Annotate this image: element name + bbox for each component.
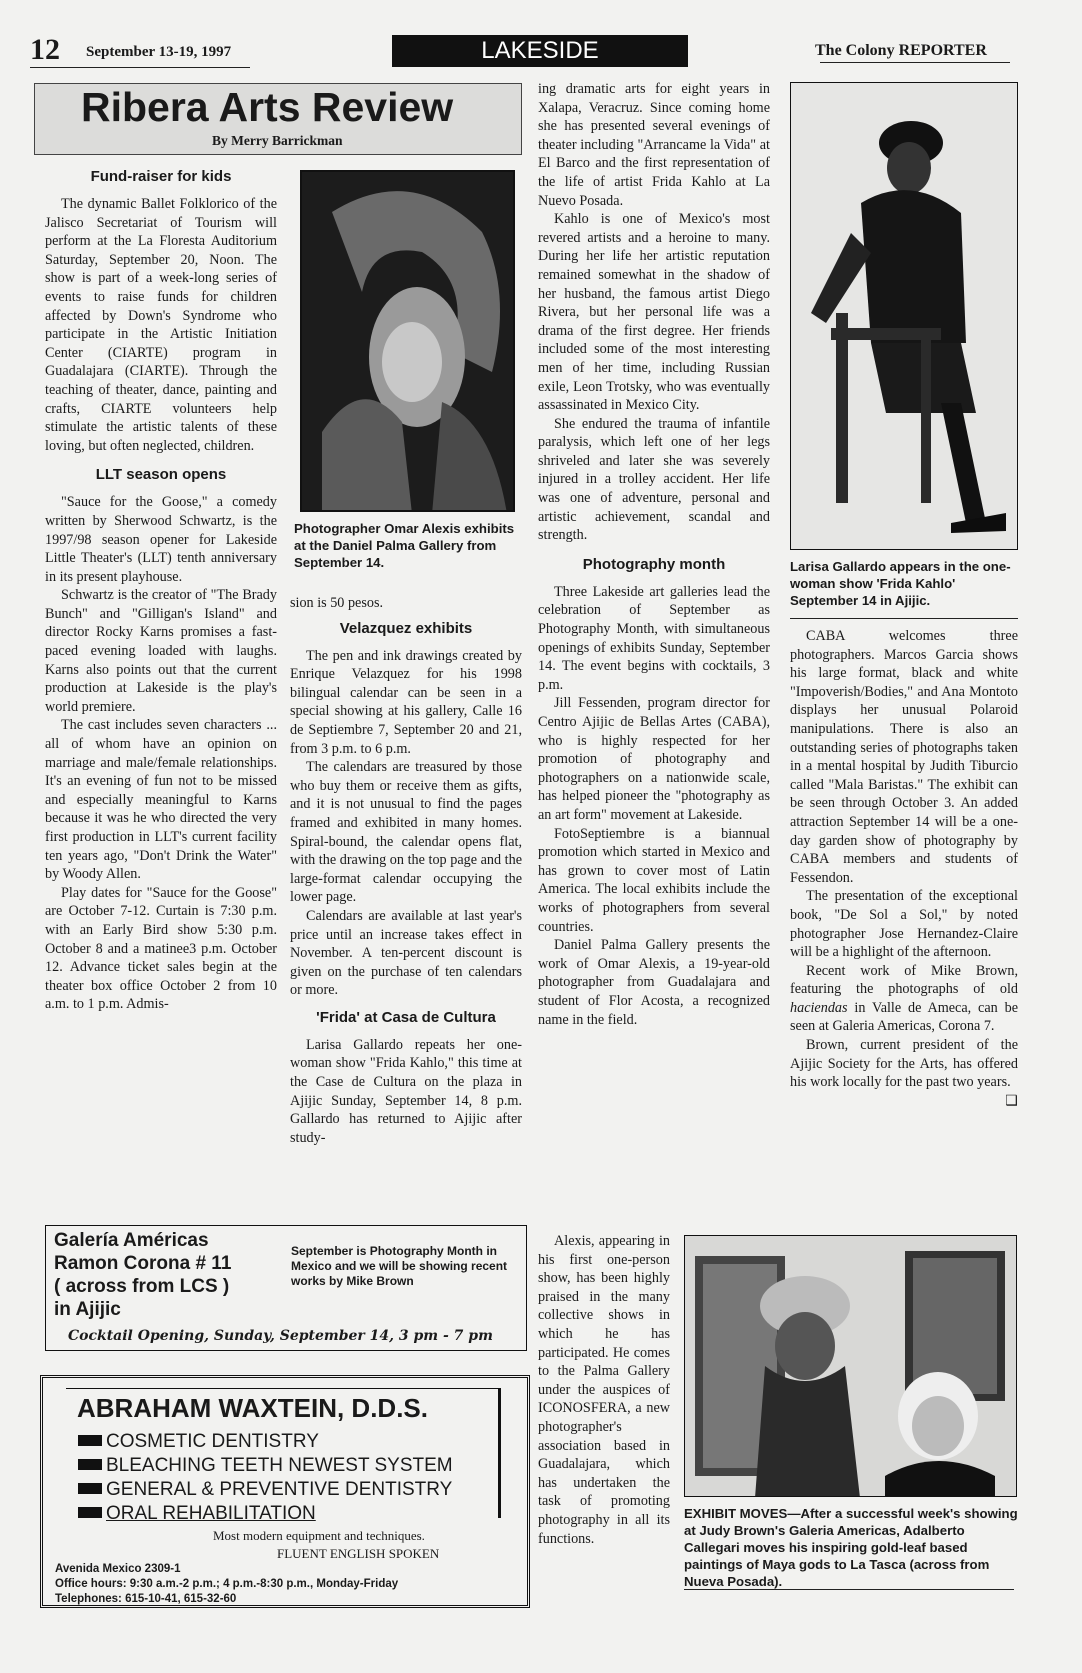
alexis-paragraph: Alexis, appearing in his first one-person show, has been highly praised in the many collective shows in which he has participated. He comes to the Palma Gallery under the auspices of ICONOSFERA, a new photographer's association based in Guadalajara, which has undertaken the task of promoting photography in all its functions. (538, 1233, 670, 1547)
trauma-paragraph: She endured the trauma of infantile paralysis, which left one of her legs shriveled and later she was severely injured in a trolley accident. Her life was one of adventure, personal and artistic achievement, scandal and strength. (538, 415, 770, 544)
exhibit-photo (684, 1235, 1017, 1497)
dentist-phones: Telephones: 615-10-41, 615-32-60 (55, 1593, 237, 1605)
galeria-note: September is Photography Month in Mexico and we will be showing recent works by Mike Brown (291, 1244, 508, 1288)
end-mark: ❑ (1005, 1092, 1018, 1109)
velazquez-paragraph-2: The calendars are treasured by those who buy them or receive them as gifts, and it is not unusual to find the pages framed and exhibited in many homes. Spiral-bound, the calendar opens flat, with the drawing on the top page and the large-format calendar occupying the lower page. (290, 759, 522, 906)
photo-month-paragraph-3: FotoSeptiembre is a biannual promotion which started in Mexico and has grown to cover most of Latin America. The local exhibits include the works of photographers from several countries. (538, 825, 770, 935)
header-rule-right (820, 62, 1010, 63)
omar-alexis-photo-art (302, 172, 515, 512)
bullet-icon (78, 1483, 102, 1494)
heading-photography-month: Photography month (582, 555, 726, 573)
llt-paragraph-3: The cast includes seven characters ... all of whom have an opinion on marriage and male/female relationships. It's an evening of fun not to be missed and especially meaningful to Karns because it was he who directed the very first production in LLT's current facility ten years ago, "Don't Drink the Water" by Woody Allen. (45, 717, 277, 883)
galeria-name: Galería Américas (54, 1230, 209, 1251)
dentist-tagline-2: FLUENT ENGLISH SPOKEN (277, 1546, 440, 1561)
llt-paragraph-2: Schwartz is the creator of "The Brady Bunch" and "Gilligan's Island" and director Rocky Karns promises a fast-paced evening loaded with laughs. Karns also points out that the current production at Lakeside is the play's world premiere. (45, 587, 277, 715)
haciendas-text: haciendas (790, 999, 848, 1016)
dentist-tagline-1: Most modern equipment and techniques. (213, 1528, 425, 1543)
omar-alexis-photo (300, 170, 515, 512)
frida-paragraph: Larisa Gallardo repeats her one-woman show "Frida Kahlo," this time at the Case de Cultura on the plaza in Ajijic Sunday, September 14, 8 p.m. Gallardo has returned to Ajijic after study- (290, 1036, 522, 1146)
service-3-text: GENERAL & PREVENTIVE DENTISTRY (106, 1479, 453, 1500)
brown-president-paragraph (790, 1036, 1018, 1109)
mike-brown-paragraph (790, 962, 1018, 1036)
velazquez-paragraph-3: Calendars are available at last year's price until an increase takes effect in November. A ten-percent discount is given on the purchase of ten calendars or more. (290, 907, 522, 999)
velazquez-paragraph-1: The pen and ink drawings created by Enrique Velazquez for his 1998 bilingual calendar can be seen in a special showing at his gallery, Calle 16 de Septiembre 7, September 20 and 21, from 3 p.m. to 6 p.m. (290, 647, 522, 757)
bullet-icon (78, 1507, 102, 1518)
column-4 (790, 627, 1018, 1110)
publication-name: The Colony REPORTER (815, 42, 987, 59)
mike-brown-text-1: Recent work of Mike Brown, featuring the photographs of old (790, 962, 1018, 998)
dentist-address: Avenida Mexico 2309-1 (55, 1563, 181, 1575)
galeria-cocktail: Cocktail Opening, Sunday, September 14, 3 pm - 7 pm (68, 1328, 493, 1344)
larisa-gallardo-photo-art (791, 83, 1018, 550)
kahlo-paragraph: Kahlo is one of Mexico's most revered artists and a heroine to many. During her life her artistic reputation remained somewhat in the shadow of her husband, the famous artist Diego Rivera, but her personal life was a drama of the first degree. Her friends included some of the most interesting men of her time, including Russian exile, Leon Trotsky, who was eventually assassinated in Mexico City. (538, 211, 770, 414)
header-rule (30, 67, 250, 68)
exhibit-rule (684, 1589, 1014, 1590)
bullet-icon (78, 1435, 102, 1446)
book-paragraph: The presentation of the exceptional book, "De Sol a Sol," by noted photographer Jose Hernandez-Claire will be a highlight of the afternoon. (790, 888, 1018, 961)
galeria-americas-ad (45, 1225, 527, 1351)
mike-brown-text-2: in Valle de Ameca, can be seen at Galeria Americas, Corona 7. (790, 999, 1018, 1035)
service-4-text: ORAL REHABILITATION (106, 1503, 316, 1524)
section-banner: LAKESIDE (392, 35, 688, 67)
column-3-narrow (538, 1232, 670, 1548)
dentist-name: ABRAHAM WAXTEIN, D.D.S. (77, 1393, 428, 1423)
masthead-title: Ribera Arts Review (81, 84, 454, 130)
service-4 (78, 1503, 316, 1525)
bullet-icon (78, 1459, 102, 1470)
brown-president-text: Brown, current president of the Ajijic Society for the Arts, has offered his work locally for the past two years. (790, 1037, 1018, 1091)
exhibit-photo-art (685, 1236, 1017, 1497)
llt-paragraph-1: "Sauce for the Goose," a comedy written by Sherwood Schwartz, is the 1997/98 season opener for Lakeside Little Theater's (LLT) tenth anniversary in its present playhouse. (45, 494, 277, 585)
galeria-town: in Ajijic (54, 1299, 121, 1320)
caba-paragraph: CABA welcomes three photographers. Marcos Garcia shows his large format, black and white "Impoverish/Bodies," and Ana Montoto displays her unusual Polaroid manipulations. There is also an outstanding series of photographs taken in a mental hospital by Judith Tiburcio called "Mala Baristas." The exhibit can be seen through October 3. An added attraction September 14 will be a one-day garden show of photography by CABA members and students of Fessendon. (790, 628, 1018, 886)
palma-gallery-paragraph: Daniel Palma Gallery presents the work of Omar Alexis, a 19-year-old photographer from Guadalajara and student of Flor Acosta, a recognized name in the field. (538, 937, 770, 1028)
fundraiser-paragraph: The dynamic Ballet Folklorico of the Jalisco Secretariat of Tourism will perform at the La Floresta Auditorium Saturday, September 20, Noon. The show is part of a week-long series of events to raise funds for children affected by Down's Syndrome who participate in the Artistic Initiation Center (CIARTE) program in Guadalajara (CIARTE). Through the teaching of theater, dance, painting and crafts, CIARTE volunteers help stimulate the artistic talents of these loving, but often neglected, children. (45, 196, 277, 454)
service-1 (78, 1431, 319, 1453)
page-number: 12 (30, 33, 60, 66)
exhibit-caption: EXHIBIT MOVES—After a successful week's showing at Judy Brown's Galeria Americas, Adalberto Callegari moves his inspiring gold-leaf based paintings of Maya gods to La Tasca (across from Nueva Posada). (684, 1506, 1018, 1589)
photo-month-paragraph-2: Jill Fessenden, program director for Centro Ajijic de Bellas Artes (CABA), who is highly respected for her promotion of photography and photographers on a nationwide scale, has helped pioneer the "photography as an art form" movement at Lakeside. (538, 695, 770, 823)
heading-frida: 'Frida' at Casa de Cultura (316, 1008, 496, 1026)
llt-paragraph-4: Play dates for "Sauce for the Goose" are October 7-12. Curtain is 7:30 p.m. with an Early Bird show 5:30 p.m. October 8 and a matinee3 p.m. October 12. Advance ticket sales begin at the theater box office October 2 from 10 a.m. to 1 p.m. Admis- (45, 884, 277, 1013)
frida-continued-paragraph: ing dramatic arts for eight years in Xalapa, Veracruz. Since coming home she has presented several evenings of theater including "Arrancame la Vida" at El Barco and the first representation of the life of artist Frida Kahlo at La Nuevo Posada. (538, 81, 770, 209)
larisa-gallardo-photo (790, 82, 1018, 550)
service-2 (78, 1455, 453, 1477)
dentist-ad (40, 1375, 530, 1608)
photo-month-paragraph-1: Three Lakeside art galleries lead the celebration of September as Photography Month, with simultaneous openings of exhibits Sunday, September 14. The event begins with cocktails, 3 p.m. (538, 583, 770, 693)
service-3 (78, 1479, 452, 1501)
omar-alexis-caption: Photographer Omar Alexis exhibits at the Daniel Palma Gallery from September 14. (294, 521, 515, 570)
masthead-byline: By Merry Barrickman (212, 133, 343, 148)
heading-llt-season: LLT season opens (95, 466, 227, 484)
service-2-text: BLEACHING TEETH NEWEST SYSTEM (106, 1455, 453, 1476)
column-2 (290, 594, 522, 1147)
masthead-box (34, 83, 522, 155)
heading-velazquez: Velazquez exhibits (339, 619, 473, 637)
galeria-address: Ramon Corona # 11 (54, 1253, 232, 1274)
galeria-landmark: ( across from LCS ) (54, 1276, 230, 1297)
dentist-hours: Office hours: 9:30 a.m.-2 p.m.; 4 p.m.-8:30 p.m., Monday-Friday (55, 1578, 399, 1590)
larisa-gallardo-caption: Larisa Gallardo appears in the one-woman show 'Frida Kahlo' September 14 in Ajijic. (790, 559, 1011, 608)
dentist-inner-box (66, 1388, 501, 1524)
caption-rule (790, 618, 1018, 619)
column-1 (45, 163, 277, 1014)
service-1-text: COSMETIC DENTISTRY (106, 1431, 319, 1452)
admission-paragraph: sion is 50 pesos. (290, 595, 384, 611)
heading-fundraiser: Fund-raiser for kids (90, 168, 232, 185)
issue-date: September 13-19, 1997 (86, 44, 232, 60)
column-3 (538, 80, 770, 1029)
